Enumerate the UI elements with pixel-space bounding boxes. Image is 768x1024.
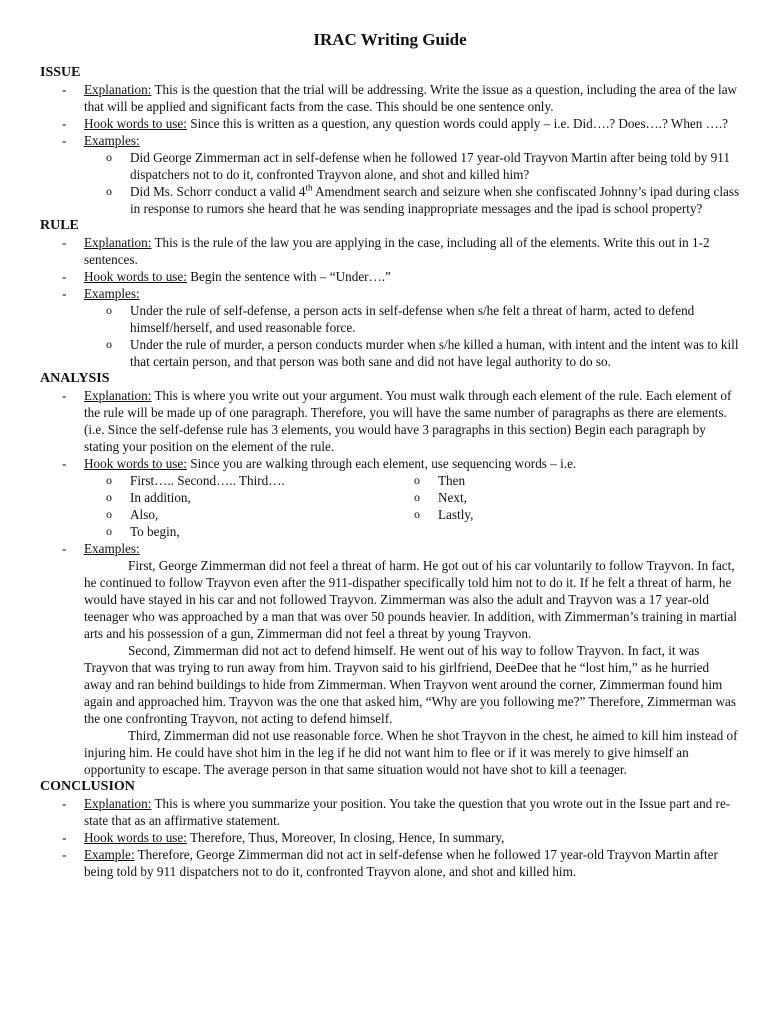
issue-examples-label: Examples: (84, 133, 140, 148)
analysis-paragraph-2: Second, Zimmerman did not act to defend himself. He went out of his way to follow Trayvon. In fact, it was Trayvon that was trying to run away from him. Trayvon said to his girlfriend, DeeDee that he “lost him,” as he hurried away and ran behind buildings to hide from Zimmerman. When Trayvon went around the corner, Zimmerman found him again and approached him. Trayvon was the one that asked him, “Why are you following me?” Therefore, Zimmerman was the one confronting Trayvon, not acting to defend himself. (84, 643, 736, 726)
issue-example-2-after: Amendment search and seizure when she confiscated Johnny’s ipad during class in response to rumors she heard that he was sending inappropriate messages and the ipad is school property? (130, 184, 740, 216)
sequence-word: o To begin, (84, 523, 412, 540)
conclusion-explanation (40, 795, 740, 829)
sequence-word: o Lastly, (412, 506, 740, 523)
rule-heading: RULE (40, 218, 79, 233)
conclusion-hook-text: Therefore, Thus, Moreover, In closing, Hence, In summary, (186, 830, 505, 845)
conclusion-example-text: Therefore, George Zimmerman did not act in self-defense when he followed 17 year-old Trayvon Martin after being told by 911 dispatchers not to do it, confronted Trayvon alone, and shot and killed him. (84, 847, 718, 879)
analysis-examples-label: Examples: (84, 541, 140, 556)
sequencing-words (84, 472, 740, 540)
issue-explanation (40, 81, 740, 115)
analysis-explanation (40, 387, 740, 455)
issue-list (40, 81, 740, 217)
sequencing-words-right (412, 472, 740, 540)
sequence-word: o In addition, (84, 489, 412, 506)
rule-examples-list (84, 302, 740, 370)
conclusion-heading: CONCLUSION (40, 779, 135, 794)
conclusion-list (40, 795, 740, 880)
conclusion-example-label: Example: (84, 847, 135, 862)
rule-example-2: o Under the rule of murder, a person conducts murder when s/he killed a human, with intent and the intent was to kill that certain person, and that person was both sane and did not have legal authority to do so. (84, 336, 740, 370)
rule-hook-label: Hook words to use: (84, 269, 187, 284)
rule-hook-text: Begin the sentence with – “Under….” (186, 269, 391, 284)
analysis-hook (40, 455, 740, 540)
conclusion-example (40, 846, 740, 880)
conclusion-hook (40, 829, 740, 846)
rule-explanation-text: This is the rule of the law you are applying in the case, including all of the elements. Write this out in 1-2 sentences. (84, 235, 710, 267)
issue-hook-text: Since this is written as a question, any question words could apply – i.e. Did….? Does….? When ….? (186, 116, 729, 131)
conclusion-explanation-text: This is where you summarize your position. You take the question that you wrote out in the Issue part and re-state that as an affirmative statement. (84, 796, 731, 828)
issue-hook-label: Hook words to use: (84, 116, 187, 131)
analysis-example-paragraphs (40, 557, 740, 778)
analysis-paragraph-3: Third, Zimmerman did not use reasonable force. When he shot Trayvon in the chest, he aimed to kill him instead of injuring him. He could have shot him in the leg if he did not want him to flee or if it was merely to give himself an opportunity to escape. The average person in that same situation would not have shot to kill a teenager. (84, 728, 738, 777)
sequence-word: o First….. Second….. Third…. (84, 472, 412, 489)
analysis-hook-label: Hook words to use: (84, 456, 187, 471)
rule-examples-label: Examples: (84, 286, 140, 301)
sequence-word: o Then (412, 472, 740, 489)
issue-example-1: o Did George Zimmerman act in self-defense when he followed 17 year-old Trayvon Martin after being told by 911 dispatchers not to do it, confronted Trayvon alone, and shot and killed him? (84, 149, 740, 183)
issue-example-2 (84, 183, 740, 217)
rule-example-1: o Under the rule of self-defense, a person acts in self-defense when s/he felt a threat of harm, acted to defend himself/herself, and used reasonable force. (84, 302, 740, 336)
conclusion-explanation-label: Explanation: (84, 796, 152, 811)
document-title: IRAC Writing Guide (313, 30, 467, 49)
issue-example-2-before: Did Ms. Schorr conduct a valid 4 (130, 184, 306, 199)
sequence-word: o Next, (412, 489, 740, 506)
sequence-word: o Also, (84, 506, 412, 523)
analysis-examples (40, 540, 740, 557)
rule-hook (40, 268, 740, 285)
analysis-explanation-label: Explanation: (84, 388, 152, 403)
rule-list (40, 234, 740, 370)
sequencing-words-left (84, 472, 412, 540)
issue-hook (40, 115, 740, 132)
issue-explanation-label: Explanation: (84, 82, 152, 97)
analysis-hook-text: Since you are walking through each element, use sequencing words – i.e. (186, 456, 577, 471)
issue-explanation-text: This is the question that the trial will be addressing. Write the issue as a question, including the area of the law that will be applied and significant facts from the case. This should be one sentence only. (84, 82, 738, 114)
issue-examples-list (84, 149, 740, 217)
issue-example-2-sup: th (305, 182, 313, 193)
analysis-list (40, 387, 740, 557)
rule-explanation-label: Explanation: (84, 235, 152, 250)
issue-heading: ISSUE (40, 65, 81, 80)
issue-examples (40, 132, 740, 217)
rule-explanation (40, 234, 740, 268)
conclusion-hook-label: Hook words to use: (84, 830, 187, 845)
analysis-heading: ANALYSIS (40, 371, 110, 386)
rule-examples (40, 285, 740, 370)
analysis-explanation-text: This is where you write out your argument. You must walk through each element of the rule. Each element of the rule will be made up of one paragraph. Therefore, you will have the same number of paragraphs as there are elements. (i.e. Since the self-defense rule has 3 elements, you would have 3 paragraphs in this section) Begin each paragraph by stating your position on the element of the rule. (84, 388, 732, 454)
analysis-paragraph-1: First, George Zimmerman did not feel a threat of harm. He got out of his car voluntarily to follow Trayvon. In fact, he continued to follow Trayvon even after the 911-dispather specifically told him not to do it. If he felt a threat of harm, he would have stayed in his car and not followed Trayvon. Zimmerman was also the adult and Trayvon was a 17 year-old teenager who was approached by a man that was over 50 pounds heavier. In addition, with Zimmerman’s training in martial arts and his possession of a gun, Zimmerman did not feel a threat by young Trayvon. (84, 558, 737, 641)
